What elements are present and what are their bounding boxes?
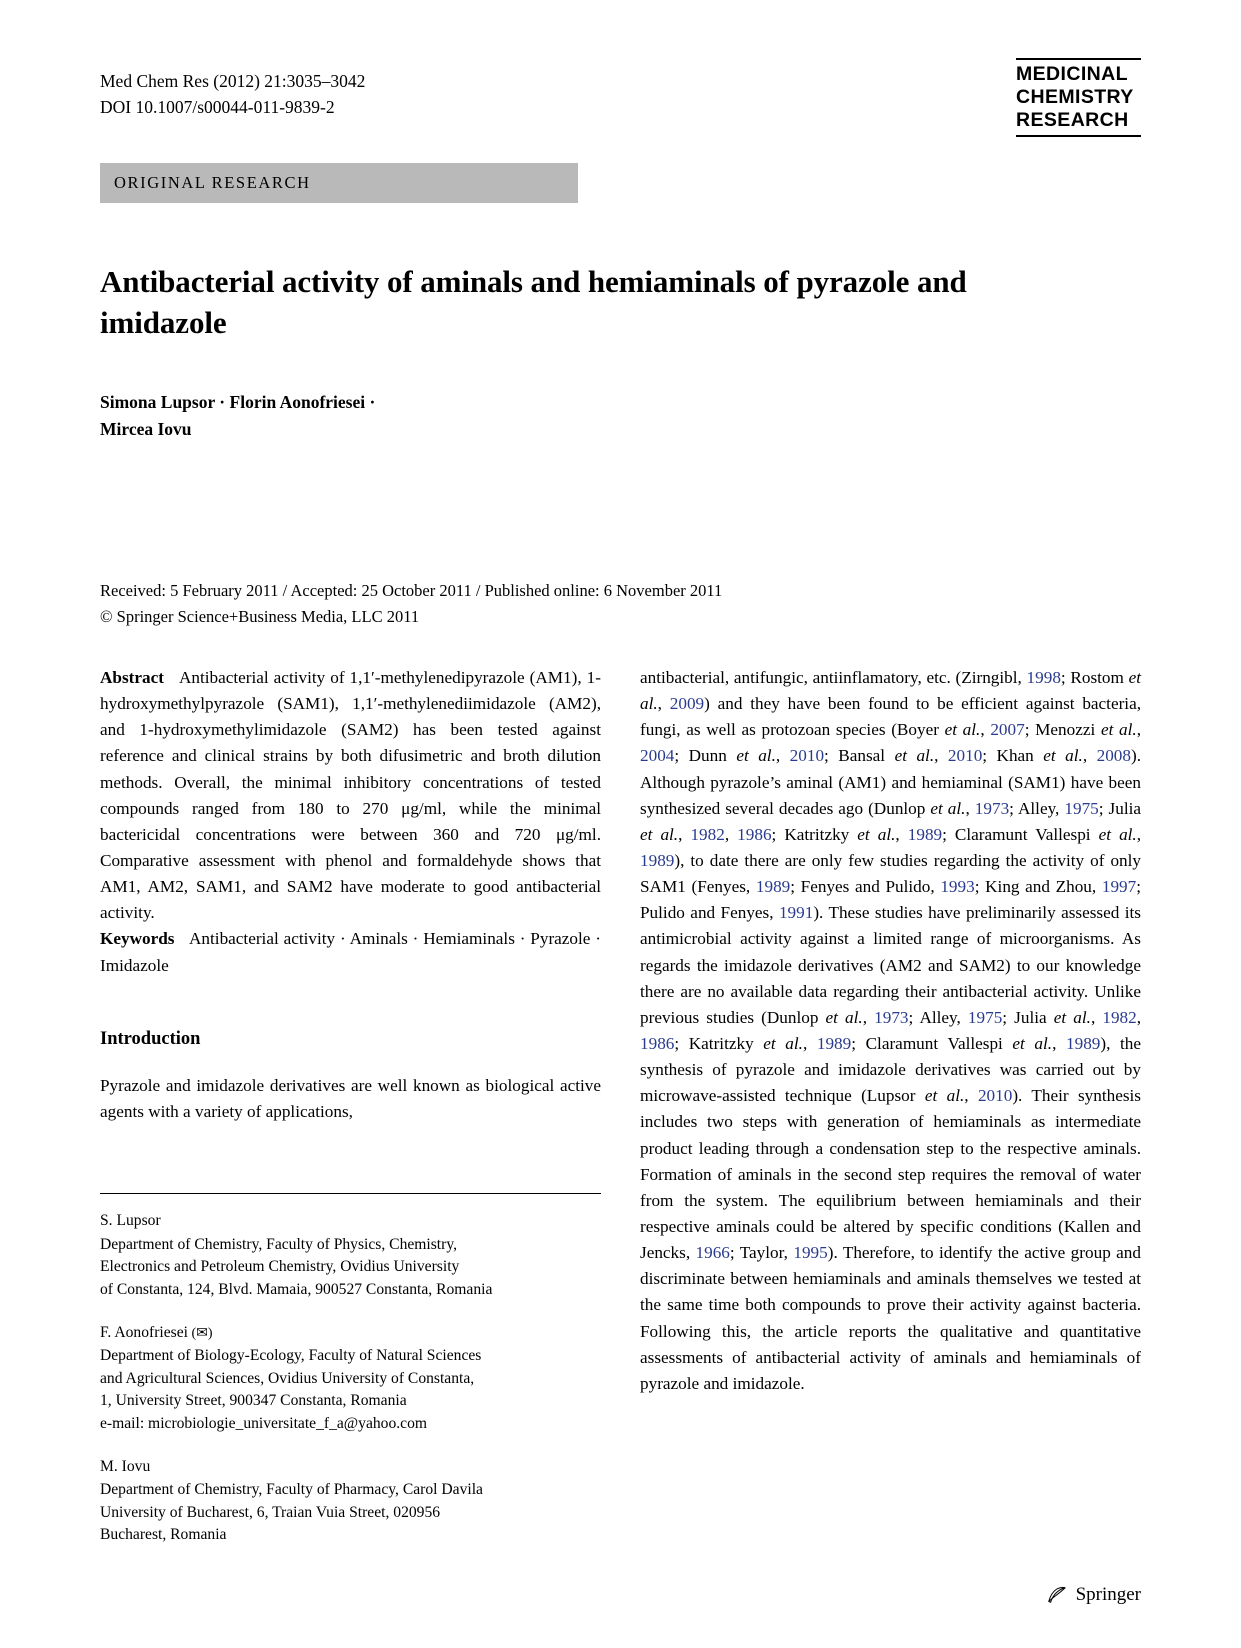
citation-link[interactable]: 1982 — [1102, 1007, 1137, 1027]
affiliation-line: of Constanta, 124, Blvd. Mamaia, 900527 Constanta, Romania — [100, 1280, 493, 1298]
publisher-footer — [1046, 1584, 1141, 1606]
citation-link[interactable]: 1975 — [1064, 798, 1099, 818]
body-text-run: ; Dunn — [674, 746, 737, 766]
citation-etal: et al. — [763, 1034, 803, 1054]
citation-etal: et al. — [736, 746, 776, 766]
body-text-run: , — [965, 798, 975, 818]
citation-link[interactable]: 1986 — [640, 1034, 675, 1054]
citation-link[interactable]: 2010 — [947, 746, 983, 766]
citation-link[interactable]: 1998 — [1026, 668, 1061, 688]
author-list — [100, 389, 1141, 442]
publication-dates — [100, 578, 1141, 629]
body-text-run: ), the synthesis of pyrazole and imidazole derivatives was carried out by microwave-assisted technique (Lupsor — [640, 1034, 1141, 1106]
body-text-run: ), to date there are only few studies regarding the activity of only SAM1 (Fenyes, — [640, 851, 1141, 897]
body-text-run: , — [724, 824, 738, 844]
body-text-run: ; Julia — [1002, 1007, 1054, 1027]
citation-link[interactable]: 1989 — [816, 1034, 852, 1054]
citation-etal: et al. — [640, 824, 679, 844]
body-text-run: antibacterial, antifungic, antiinflamatory, etc. (Zirngibl, — [640, 668, 1027, 688]
body-text-run: ; Alley, — [1009, 798, 1065, 818]
citation-link[interactable]: 1986 — [737, 824, 772, 844]
citation-link[interactable]: 2010 — [789, 746, 825, 766]
citation-link[interactable]: 1991 — [778, 903, 814, 923]
body-text-run: ; King and Zhou, — [974, 877, 1102, 897]
article-type-banner: ORIGINAL RESEARCH — [100, 163, 578, 203]
body-text-run: ; Claramunt Vallespi — [942, 824, 1099, 844]
citation-link[interactable]: 1982 — [690, 824, 725, 844]
citation-etal: et al. — [930, 798, 966, 818]
doi-line: DOI 10.1007/s00044-011-9839-2 — [100, 97, 335, 118]
body-text-run: ). Their synthesis includes two steps with generation of hemiaminals as intermediate product leading through a condensation step to the respective aminals. Formation of aminals in the second step requires the removal of water from the system. The equilibrium between hemiaminals and their respective aminals could be altered by specific conditions (Kallen and Jencks, — [640, 1086, 1141, 1263]
citation-etal: et al. — [1012, 1034, 1053, 1054]
body-text-run: , — [934, 746, 948, 766]
journal-citation-line: Med Chem Res (2012) 21:3035–3042 — [100, 71, 366, 91]
citation-etal: et al. — [640, 668, 1141, 714]
body-text-run: , — [775, 746, 790, 766]
affiliation-line: University of Bucharest, 6, Traian Vuia Street, 020956 — [100, 1503, 441, 1521]
springer-logo-icon — [1046, 1584, 1068, 1606]
citation-link[interactable]: 1989 — [907, 824, 943, 844]
citation-etal: et al. — [1043, 746, 1083, 766]
journal-identifier — [100, 58, 365, 121]
affiliation-line: e-mail: microbiologie_universitate_f_a@yahoo.com — [100, 1415, 428, 1433]
journal-logo-line-2: CHEMISTRY — [1016, 86, 1134, 108]
citation-link[interactable]: 1997 — [1101, 877, 1137, 897]
introduction-paragraph: Pyrazole and imidazole derivatives are well known as biological active agents with a variety of applications, — [100, 1075, 601, 1121]
body-text-run: , — [1136, 720, 1141, 740]
citation-link[interactable]: 2009 — [669, 694, 705, 714]
keywords-label: Keywords — [100, 929, 175, 949]
citation-link[interactable]: 1973 — [974, 798, 1010, 818]
body-text-run: ; Menozzi — [1024, 720, 1101, 740]
journal-logo-line-1: MEDICINAL — [1016, 63, 1128, 85]
citation-link[interactable]: 2004 — [640, 746, 675, 766]
body-text-run: ). Although pyrazole’s aminal (AM1) and hemiaminal (SAM1) have been synthesized several decades ago (Dunlop — [640, 746, 1142, 818]
citation-link[interactable]: 1989 — [1066, 1034, 1101, 1054]
body-text-run: , — [1082, 746, 1097, 766]
body-text-run: , — [1090, 1007, 1103, 1027]
right-column — [640, 665, 1141, 1567]
affiliation-entry — [100, 1210, 601, 1301]
body-text-run: , — [980, 720, 991, 740]
body-text-run: , — [657, 694, 670, 714]
body-text-run: , — [1136, 1007, 1142, 1027]
citation-link[interactable]: 2007 — [990, 720, 1025, 740]
body-text-run: ) and they have been found to be efficient against bacteria, fungi, as well as protozoan species (Boyer — [640, 694, 1142, 740]
affiliation-entry — [100, 1456, 601, 1547]
affiliations-block — [100, 1193, 601, 1547]
body-text-run: ; Katritzky — [674, 1034, 764, 1054]
received-accepted-line: Received: 5 February 2011 / Accepted: 25 October 2011 / Published online: 6 November 2011 — [100, 580, 723, 600]
body-text-run: ; Bansal — [824, 746, 895, 766]
journal-logo-line-3: RESEARCH — [1016, 109, 1129, 131]
body-text-run: ; Katritzky — [771, 824, 858, 844]
citation-link[interactable]: 1973 — [874, 1007, 909, 1027]
citation-etal: et al. — [894, 746, 935, 766]
publisher-name: Springer — [1075, 1584, 1141, 1605]
abstract-label: Abstract — [100, 668, 164, 688]
body-text-run: ; Claramunt Vallespi — [851, 1034, 1013, 1054]
keywords-paragraph — [100, 926, 601, 978]
copyright-line: © Springer Science+Business Media, LLC 2011 — [100, 606, 420, 626]
citation-etal: et al. — [857, 824, 896, 844]
journal-logo — [1016, 58, 1141, 137]
citation-link[interactable]: 1989 — [755, 877, 791, 897]
page-title: Antibacterial activity of aminals and hemiaminals of pyrazole and imidazole — [100, 264, 967, 341]
abstract-text: Antibacterial activity of 1,1′-methylenedipyrazole (AM1), 1-hydroxymethylpyrazole (SAM1), 1,1′-methylenediimidazole (AM2), and 1-hydroxymethylimidazole (SAM2) has been tested against reference and clinical strains by both difusimetric and broth dilution methods. Overall, the minimal inhibitory concentrations of tested compounds ranged from 180 to 270 μg/ml, while the minimal bactericidal concentrations were between 360 and 720 μg/ml. Comparative assessment with phenol and formaldehyde shows that AM1, AM2, SAM1, and SAM2 have moderate to good antibacterial activity. — [100, 668, 601, 923]
left-column — [100, 665, 601, 1567]
citation-etal: et al. — [944, 720, 981, 740]
body-text-run: , — [964, 1086, 978, 1106]
citation-etal: et al. — [1098, 824, 1137, 844]
affiliation-entry — [100, 1322, 601, 1436]
body-text-run: , — [862, 1007, 875, 1027]
author-line-1: Simona Lupsor · Florin Aonofriesei · — [100, 392, 376, 413]
citation-link[interactable]: 1989 — [640, 851, 675, 871]
affiliation-author-name: S. Lupsor — [100, 1212, 161, 1230]
affiliation-line: Department of Biology-Ecology, Faculty of Natural Sciences — [100, 1347, 482, 1365]
body-text-run: , — [678, 824, 691, 844]
corresponding-author-envelope-icon: (✉) — [187, 1325, 213, 1341]
citation-etal: et al. — [825, 1007, 863, 1027]
author-line-2: Mircea Iovu — [100, 418, 192, 439]
body-text-run: ; Fenyes and Pulido, — [790, 877, 941, 897]
body-text-run: ; Taylor, — [729, 1243, 794, 1263]
citation-link[interactable]: 1975 — [967, 1007, 1003, 1027]
citation-etal: et al. — [1100, 720, 1137, 740]
affiliation-line: Department of Chemistry, Faculty of Physics, Chemistry, — [100, 1235, 458, 1253]
citation-link[interactable]: 1993 — [940, 877, 975, 897]
body-text-run: , — [895, 824, 908, 844]
citation-etal: et al. — [924, 1086, 965, 1106]
citation-link[interactable]: 1966 — [695, 1243, 730, 1263]
citation-etal: et al. — [1053, 1007, 1091, 1027]
body-text-run: ; Julia — [1098, 798, 1141, 818]
body-text-run: , — [802, 1034, 817, 1054]
keywords-text: Antibacterial activity · Aminals · Hemiaminals · Pyrazole · Imidazole — [100, 929, 601, 975]
section-heading-introduction: Introduction — [100, 1028, 201, 1049]
affiliation-line: and Agricultural Sciences, Ovidius University of Constanta, — [100, 1369, 475, 1387]
body-text-run: ; Alley, — [908, 1007, 968, 1027]
body-text-run: ; Pulido and Fenyes, — [640, 877, 1142, 923]
body-text-run: , — [1136, 824, 1142, 844]
abstract-paragraph — [100, 665, 601, 926]
body-columns — [100, 665, 1141, 1567]
affiliation-line: 1, University Street, 900347 Constanta, Romania — [100, 1392, 407, 1410]
body-text-run: ). These studies have preliminarily assessed its antimicrobial activity against a limited range of microorganisms. As regards the imidazole derivatives (AM2 and SAM2) to our knowledge there are no available data regarding their antibacterial activity. Unlike previous studies (Dunlop — [640, 903, 1141, 1027]
citation-link[interactable]: 1995 — [793, 1243, 828, 1263]
body-text-run: ; Rostom — [1060, 668, 1129, 688]
affiliation-line: Department of Chemistry, Faculty of Pharmacy, Carol Davila — [100, 1481, 483, 1499]
body-text-run: , — [1052, 1034, 1066, 1054]
affiliation-line: Electronics and Petroleum Chemistry, Ovidius University — [100, 1258, 460, 1276]
citation-link[interactable]: 2010 — [977, 1086, 1013, 1106]
body-text-run: ; Khan — [982, 746, 1044, 766]
body-text-run: ). Therefore, to identify the active group and discriminate between hemiaminals and aminals themselves we tested at the same time both compounds to prove their activity against bacteria. Following this, the article reports the qualitative and quantitative assessments of antibacterial activity of aminals and hemiaminals of pyrazole and imidazole. — [640, 1243, 1141, 1393]
affiliation-author-name: F. Aonofriesei (✉) — [100, 1323, 213, 1341]
citation-link[interactable]: 2008 — [1096, 746, 1131, 766]
affiliation-author-name: M. Iovu — [100, 1457, 151, 1475]
affiliation-line: Bucharest, Romania — [100, 1526, 227, 1544]
introduction-continued-paragraph — [640, 665, 1141, 1397]
page-header — [100, 58, 1141, 137]
